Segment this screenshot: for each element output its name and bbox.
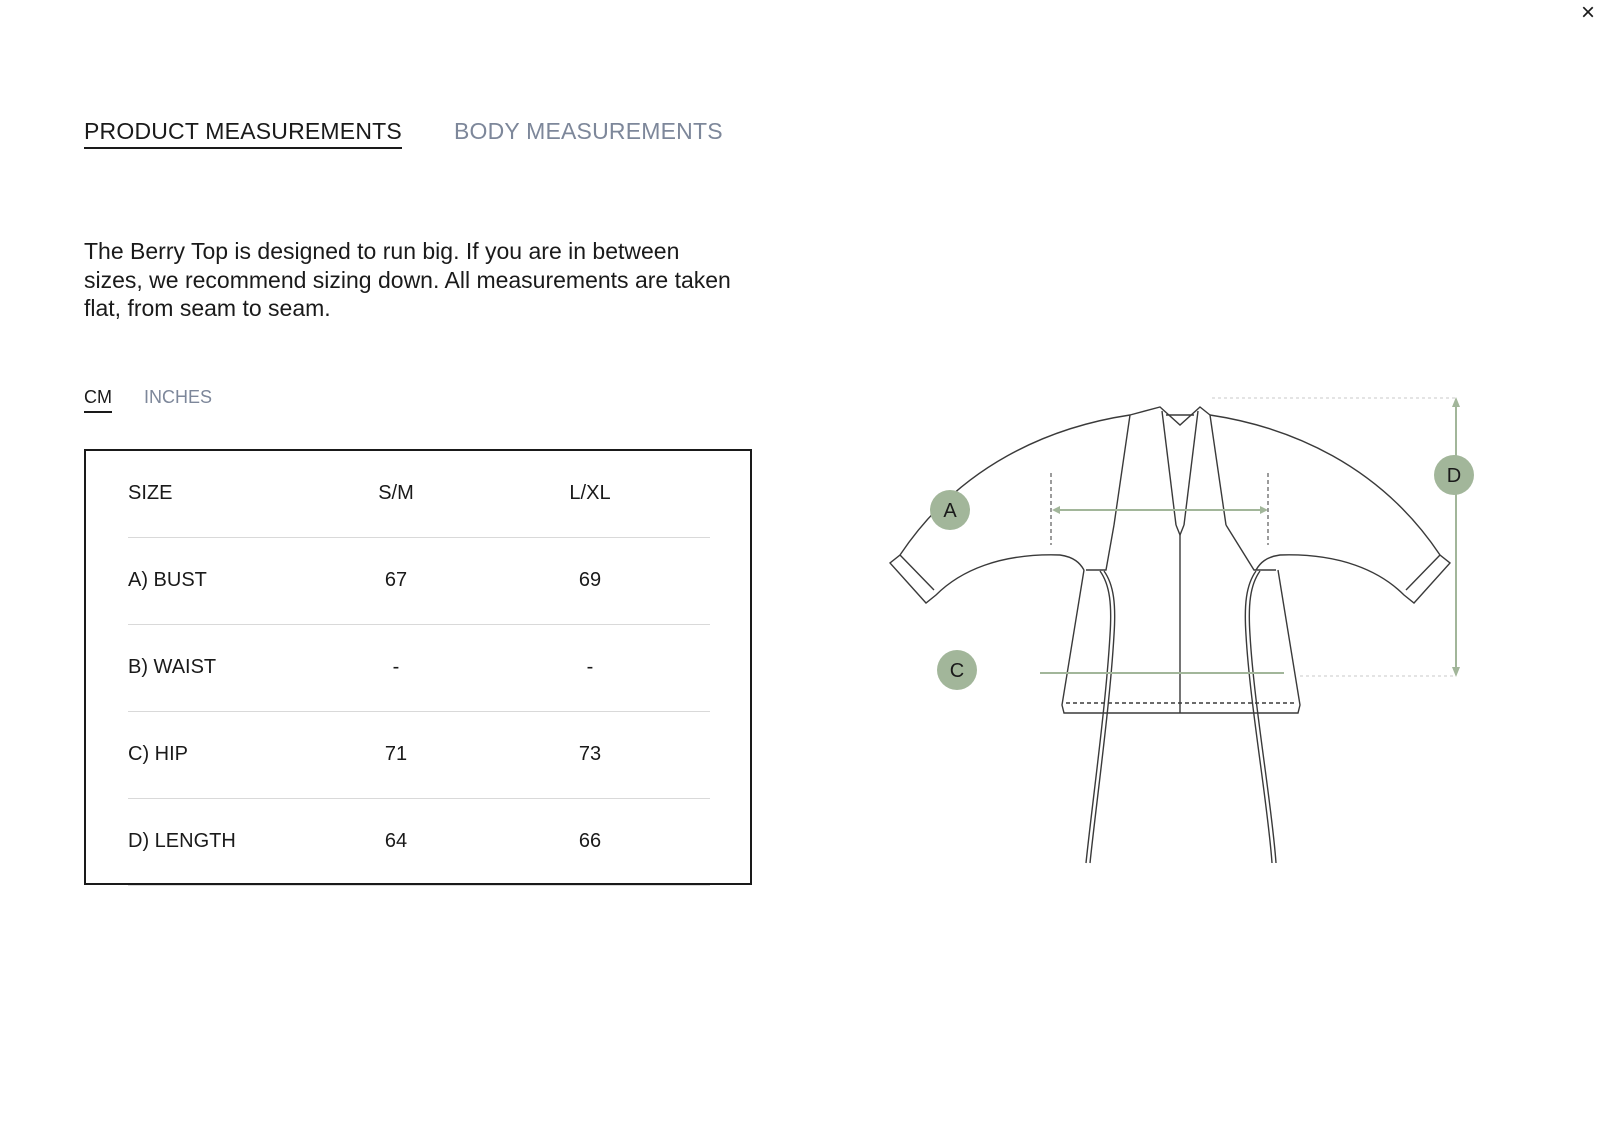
table-header-row: [128, 451, 710, 538]
marker-c: [937, 650, 977, 690]
unit-inches[interactable]: INCHES: [144, 387, 213, 407]
header-lxl: L/XL: [569, 482, 611, 504]
bust-arrow: [1052, 506, 1268, 514]
length-guides: [1212, 398, 1456, 676]
table-row-bust: [128, 538, 710, 625]
value-lxl: 73: [578, 743, 602, 765]
marker-c-label: C: [949, 660, 965, 682]
size-table: [84, 449, 752, 885]
unit-cm[interactable]: CM: [84, 387, 112, 413]
table-row-hip: [128, 712, 710, 799]
close-button[interactable]: [1576, 0, 1600, 26]
value-lxl: -: [586, 656, 594, 678]
header-sm: S/M: [378, 482, 414, 504]
value-sm: -: [392, 656, 400, 678]
header-size: SIZE: [128, 482, 173, 504]
value-sm: 67: [384, 569, 408, 591]
length-arrow: [1452, 397, 1460, 677]
marker-d: [1434, 455, 1474, 495]
value-lxl: 69: [578, 569, 602, 591]
row-label: B) WAIST: [128, 656, 217, 678]
row-label: A) BUST: [128, 569, 207, 591]
size-description: The Berry Top is designed to run big. If you are in between sizes, we recommend sizing down. All measurements are taken flat, from seam to seam.: [84, 238, 731, 321]
tab-product-measurements[interactable]: PRODUCT MEASUREMENTS: [84, 118, 402, 149]
measurement-tabs: [84, 118, 723, 149]
close-icon: ×: [1580, 0, 1595, 26]
garment-diagram: [880, 385, 1520, 895]
value-lxl: 66: [578, 830, 602, 852]
garment-ties: [1086, 571, 1276, 863]
tab-body-measurements[interactable]: BODY MEASUREMENTS: [453, 118, 723, 144]
value-sm: 71: [384, 743, 408, 765]
marker-d-label: D: [1446, 465, 1462, 487]
row-label: C) HIP: [128, 743, 188, 765]
table-row-length: [128, 799, 710, 886]
row-label: D) LENGTH: [128, 830, 236, 852]
table-row-waist: [128, 625, 710, 712]
unit-toggle: [84, 387, 212, 413]
marker-a: [930, 490, 970, 530]
marker-a-label: A: [943, 500, 957, 522]
value-sm: 64: [384, 830, 408, 852]
